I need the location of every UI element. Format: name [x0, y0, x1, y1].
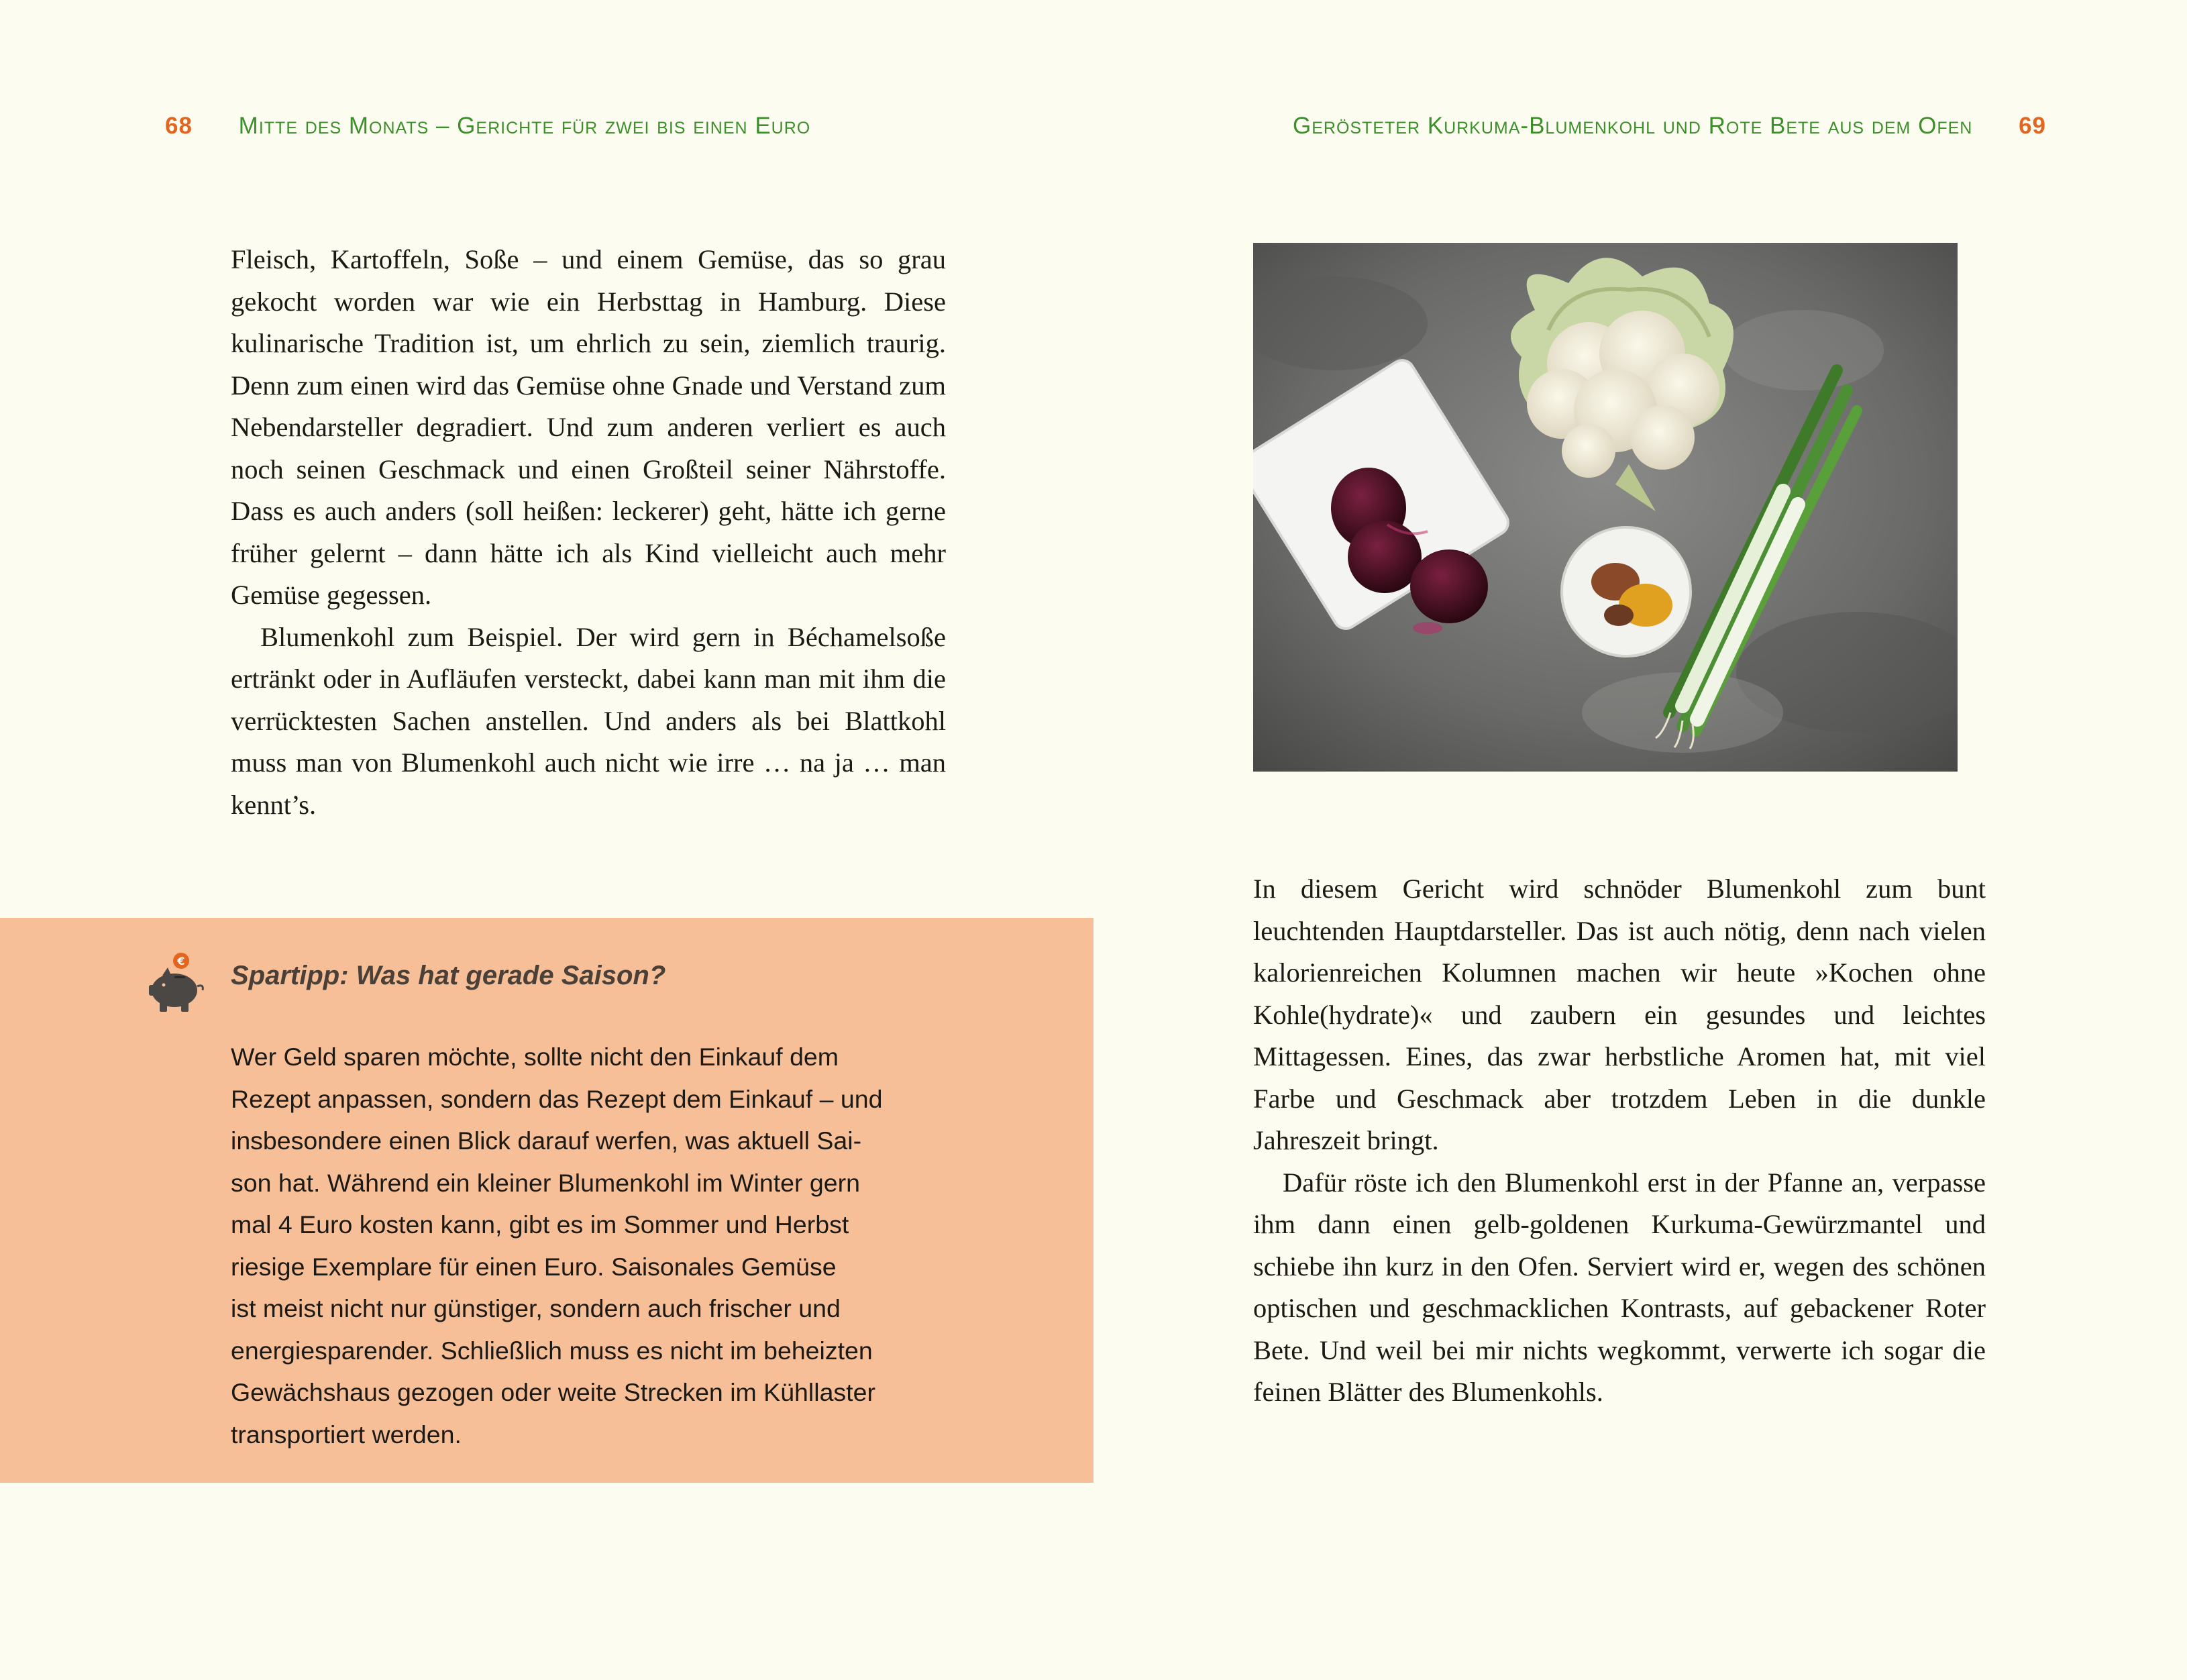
spartipp-line: ist meist nicht nur günstiger, sondern auch frischer und — [231, 1294, 841, 1322]
spartipp-line: riesige Exemplare für einen Euro. Saisonales Gemüse — [231, 1252, 837, 1281]
spartipp-line: Gewächshaus gezogen oder weite Strecken im Kühllaster — [231, 1378, 875, 1406]
ingredients-photo — [1253, 243, 1958, 772]
spartipp-line: transportiert werden. — [231, 1420, 462, 1449]
left-paragraph-1: Fleisch, Kartoffeln, Soße – und einem Gemüse, das so grau gekocht worden war wie ein Herbsttag in Hamburg. Diese kulinarische Tradition ist, um ehrlich zu sein, ziemlich traurig. Denn zum einen wird das Gemüse ohne Gnade und Verstand zum Nebendarsteller degradiert. Und zum anderen verliert es auch noch seinen Geschmack und einen Großteil seiner Nährstoffe. Dass es auch anders (soll heißen: leckerer) geht, hätte ich gerne früher gelernt – dann hätte ich als Kind vielleicht auch mehr Gemüse gegessen. — [231, 244, 946, 610]
right-body-text — [1253, 868, 1986, 1414]
page-number-left: 68 — [165, 113, 193, 139]
left-body-text — [231, 239, 946, 826]
right-paragraph-2: Dafür röste ich den Blumenkohl erst in der Pfanne an, verpasse ihm dann einen gelb-goldenen Kurkuma-Gewürzmantel und schiebe ihn kurz in den Ofen. Serviert wird er, wegen des schönen optischen und geschmacklichen Kontrasts, auf gebackener Roter Bete. Und weil bei mir nichts wegkommt, verwerte ich sogar die feinen Blätter des Blumenkohls. — [1253, 1167, 1986, 1407]
svg-text:€: € — [177, 955, 185, 967]
spartipp-line: energiesparender. Schließlich muss es nicht im beheizten — [231, 1336, 873, 1365]
piggy-bank-euro-icon — [140, 951, 209, 1016]
page-number-right: 69 — [2019, 113, 2046, 139]
left-paragraph-2: Blumenkohl zum Beispiel. Der wird gern in Béchamelsoße ertränkt oder in Aufläufen versteckt, dabei kann man mit ihm die verrücktesten Sachen anstellen. Und anders als bei Blattkohl muss man von Blumenkohl auch nicht wie irre … na ja … man kennt’s. — [231, 621, 946, 820]
spartipp-line: insbesondere einen Blick darauf werfen, was aktuell Sai- — [231, 1126, 862, 1155]
spartipp-text — [231, 1036, 922, 1455]
chapter-title: Mitte des Monats – Gerichte für zwei bis einen Euro — [238, 113, 811, 139]
spartipp-line: son hat. Während ein kleiner Blumenkohl im Winter gern — [231, 1168, 860, 1197]
right-paragraph-1: In diesem Gericht wird schnöder Blumenkohl zum bunt leuchtenden Hauptdarsteller. Das ist auch nötig, denn nach vielen kalorienreichen Kolumnen machen wir heute »Kochen ohne Kohle(hydrate)« und zaubern ein gesundes und leichtes Mittagessen. Eines, das zwar herbstliche Aromen hat, mit viel Farbe und Geschmack aber trotzdem Leben in die dunkle Jahreszeit bringt. — [1253, 874, 1986, 1155]
right-page — [1094, 0, 2187, 1680]
spartipp-line: Rezept anpassen, sondern das Rezept dem Einkauf – und — [231, 1084, 883, 1113]
running-head-left — [165, 113, 810, 140]
ingredients-photo-illustration — [1253, 243, 1958, 772]
spartipp-title: Spartipp: Was hat gerade Saison? — [231, 961, 666, 990]
spartipp-line: mal 4 Euro kosten kann, gibt es im Sommer und Herbst — [231, 1210, 849, 1239]
spartipp-line: Wer Geld sparen möchte, sollte nicht den Einkauf dem — [231, 1043, 839, 1071]
recipe-title: Gerösteter Kurkuma-Blumenkohl und Rote Bete aus dem Ofen — [1292, 113, 1973, 139]
running-head-right — [1293, 113, 2046, 140]
